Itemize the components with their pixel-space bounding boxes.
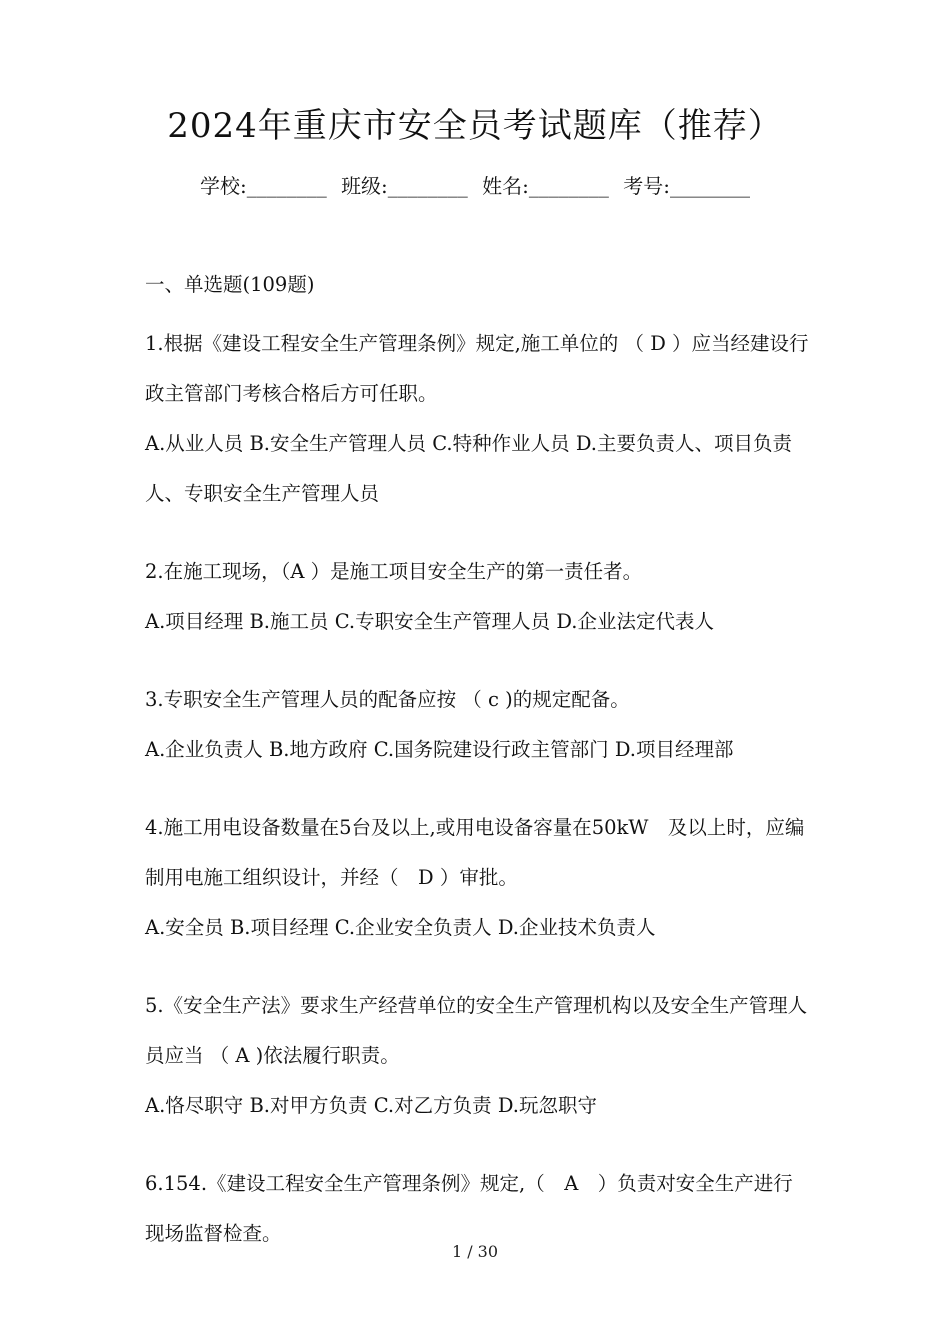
question-item bbox=[145, 803, 810, 953]
question-item bbox=[145, 319, 810, 519]
question-stem: 4.施工用电设备数量在5台及以上,或用电设备容量在50kW 及以上时，应编制用电施工组织设计，并经（ D ）审批。 bbox=[145, 816, 805, 889]
question-list bbox=[145, 268, 810, 1287]
question-options: A.安全员 B.项目经理 C.企业安全负责人 D.企业技术负责人 bbox=[145, 916, 656, 939]
exam-number-field: 考号:________ bbox=[623, 174, 751, 198]
name-field: 姓名:________ bbox=[482, 174, 609, 198]
question-options: A.从业人员 B.安全生产管理人员 C.特种作业人员 D.主要负责人、项目负责人、专职安全生产管理人员 bbox=[145, 432, 792, 505]
question-options: A.项目经理 B.施工员 C.专职安全生产管理人员 D.企业法定代表人 bbox=[145, 610, 714, 633]
section-heading: 一、单选题(109题) bbox=[145, 273, 315, 296]
question-stem: 6.154.《建设工程安全生产管理条例》规定,（ A ）负责对安全生产进行现场监督检查。 bbox=[145, 1172, 793, 1245]
question-stem: 5.《安全生产法》要求生产经营单位的安全生产管理机构以及安全生产管理人员应当 （ A )依法履行职责。 bbox=[145, 994, 808, 1067]
student-info-line bbox=[0, 170, 950, 202]
class-field: 班级:________ bbox=[341, 174, 468, 198]
question-stem: 2.在施工现场，（A ）是施工项目安全生产的第一责任者。 bbox=[145, 560, 643, 583]
question-item bbox=[145, 675, 810, 775]
question-stem: 3.专职安全生产管理人员的配备应按 （ c )的规定配备。 bbox=[145, 688, 630, 711]
question-options: A.恪尽职守 B.对甲方负责 C.对乙方负责 D.玩忽职守 bbox=[145, 1094, 597, 1117]
page-title: 2024年重庆市安全员考试题库（推荐） bbox=[167, 106, 783, 146]
question-item bbox=[145, 547, 810, 647]
question-item bbox=[145, 981, 810, 1131]
school-field: 学校:________ bbox=[199, 174, 327, 198]
question-options: A.企业负责人 B.地方政府 C.国务院建设行政主管部门 D.项目经理部 bbox=[145, 738, 734, 761]
question-stem: 1.根据《建设工程安全生产管理条例》规定,施工单位的 （ D ）应当经建设行政主管部门考核合格后方可任职。 bbox=[145, 332, 809, 405]
page-number: 1 / 30 bbox=[451, 1242, 499, 1261]
